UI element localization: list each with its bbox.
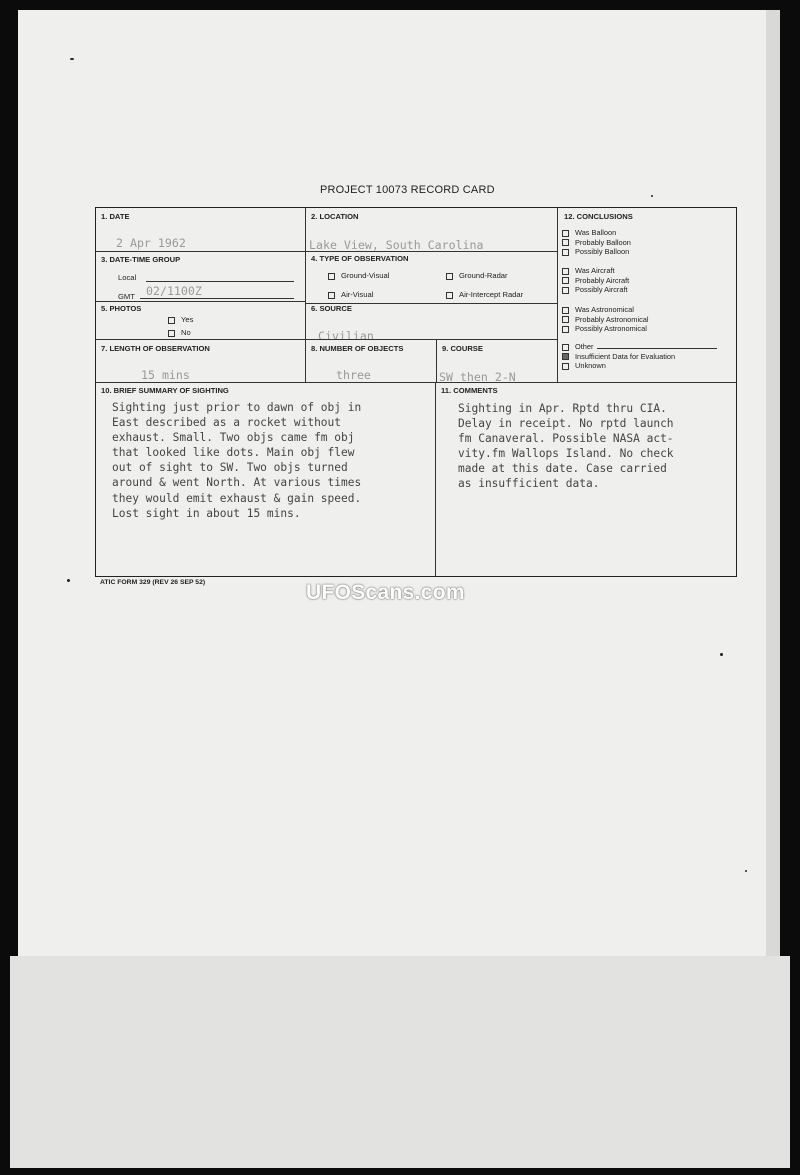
local-label: Local [118,273,137,282]
summary-text [112,400,434,521]
air-visual-option[interactable] [328,290,373,299]
summary-line: they would emit exhaust & gain speed. [112,491,362,505]
comments-line: fm Canaveral. Possible NASA act- [458,432,674,446]
summary-line: Sighting just prior to dawn of obj in [112,401,362,414]
air-intercept-option[interactable] [446,290,523,299]
conclusion-was-aircraft[interactable] [562,266,629,276]
conclusion-text: Other [575,342,594,351]
photos-label: 5. PHOTOS [101,304,142,313]
speck [67,579,70,582]
ground-visual-text: Ground-Visual [341,271,390,280]
ground-visual-option[interactable] [328,271,389,280]
summary-line: that looked like dots. Main obj flew [112,446,355,460]
conclusion-text: Probably Aircraft [575,275,630,285]
comments-line: made at this date. Case carried [458,462,667,476]
comments-line: as insufficient data. [458,477,600,491]
photos-no-option[interactable] [168,328,191,337]
conclusion-probably-aircraft[interactable] [562,276,629,286]
num-objects-label: 8. NUMBER OF OBJECTS [311,344,404,353]
checkbox-icon [562,307,569,314]
comments-text [458,401,736,492]
checkbox-icon [328,292,335,299]
conclusion-text: Insufficient Data for Evaluation [575,351,676,361]
gmt-label: GMT [118,292,135,301]
conclusion-other[interactable] [562,342,717,352]
conclusions-group-aircraft [562,266,629,295]
comments-line: Sighting in Apr. Rptd thru CIA. [458,402,667,415]
air-visual-text: Air-Visual [341,290,374,299]
conclusion-possibly-astronomical[interactable] [562,324,649,334]
sheet-edge [766,10,780,956]
photos-yes-option[interactable] [168,315,193,324]
conclusion-text: Possibly Aircraft [575,285,628,295]
length-value: 15 mins [141,368,190,382]
checkbox-icon [562,268,569,275]
form-number: ATIC FORM 329 (REV 26 SEP 52) [100,579,206,586]
photos-no-text: No [181,328,191,337]
conclusions-group-other [562,342,717,371]
type-obs-label: 4. TYPE OF OBSERVATION [311,254,409,263]
record-card [95,207,737,577]
location-label: 2. LOCATION [311,212,359,221]
checkbox-icon [562,363,569,370]
checkbox-icon [562,239,569,246]
watermark: UFOScans.com [306,581,465,604]
checkbox-icon [446,292,453,299]
checkbox-icon [562,249,569,256]
speck [651,195,653,197]
conclusions-group-astronomical [562,305,649,334]
conclusion-text: Possibly Balloon [575,247,630,257]
conclusions-group-balloon [562,228,631,257]
checkbox-icon [168,330,175,337]
comments-label: 11. COMMENTS [441,386,498,395]
conclusion-unknown[interactable] [562,361,717,371]
conclusions-label: 12. CONCLUSIONS [564,212,633,221]
checkbox-icon [562,344,569,351]
conclusion-was-balloon[interactable] [562,228,631,238]
ground-radar-option[interactable] [446,271,508,280]
conclusion-probably-balloon[interactable] [562,238,631,248]
source-label: 6. SOURCE [311,304,352,313]
air-intercept-text: Air-Intercept Radar [459,290,524,299]
dtg-label: 3. DATE-TIME GROUP [101,255,181,264]
speck [745,870,747,872]
checkbox-icon [562,326,569,333]
summary-line: around & went North. At various times [112,476,362,490]
summary-line: out of sight to SW. Two objs turned [112,461,348,475]
checkbox-icon [168,317,175,324]
conclusion-possibly-balloon[interactable] [562,247,631,257]
checkbox-icon [446,273,453,280]
conclusion-insufficient-data[interactable] [562,352,717,362]
conclusion-text: Probably Balloon [575,237,631,247]
checked-checkbox-icon [562,353,569,360]
summary-line: East described as a rocket without [112,416,342,430]
checkbox-icon [562,287,569,294]
card-title: PROJECT 10073 RECORD CARD [320,184,495,196]
photos-yes-text: Yes [181,315,194,324]
location-value: Lake View, South Carolina [309,238,484,252]
other-underline [597,348,717,349]
conclusion-text: Was Balloon [575,228,617,237]
num-objects-value: three [336,368,371,382]
speck [70,58,74,60]
conclusion-text: Was Astronomical [575,305,634,314]
checkbox-icon [328,273,335,280]
gmt-value: 02/1100Z [146,284,202,298]
checkbox-icon [562,277,569,284]
source-value: Civilian [318,329,374,339]
conclusion-was-astronomical[interactable] [562,305,649,315]
conclusion-text: Was Aircraft [575,266,615,275]
comments-line: Delay in receipt. No rptd launch [458,417,674,431]
summary-line: exhaust. Small. Two objs came fm obj [112,431,355,445]
checkbox-icon [562,316,569,323]
comments-line: vity.fm Wallops Island. No check [458,447,674,461]
conclusion-text: Unknown [575,361,606,371]
speck [720,653,723,656]
date-value: 2 Apr 1962 [116,236,186,250]
summary-label: 10. BRIEF SUMMARY OF SIGHTING [101,386,229,395]
conclusion-text: Possibly Astronomical [575,324,647,334]
conclusion-possibly-aircraft[interactable] [562,285,629,295]
ground-radar-text: Ground-Radar [459,271,508,280]
course-value: SW then 2-N [439,370,516,381]
course-label: 9. COURSE [442,344,483,353]
underlying-sheet [10,956,790,1168]
length-label: 7. LENGTH OF OBSERVATION [101,344,210,353]
conclusion-text: Probably Astronomical [575,314,649,324]
date-label: 1. DATE [101,212,130,221]
summary-line: Lost sight in about 15 mins. [112,506,301,520]
conclusion-probably-astronomical[interactable] [562,315,649,325]
checkbox-icon [562,230,569,237]
